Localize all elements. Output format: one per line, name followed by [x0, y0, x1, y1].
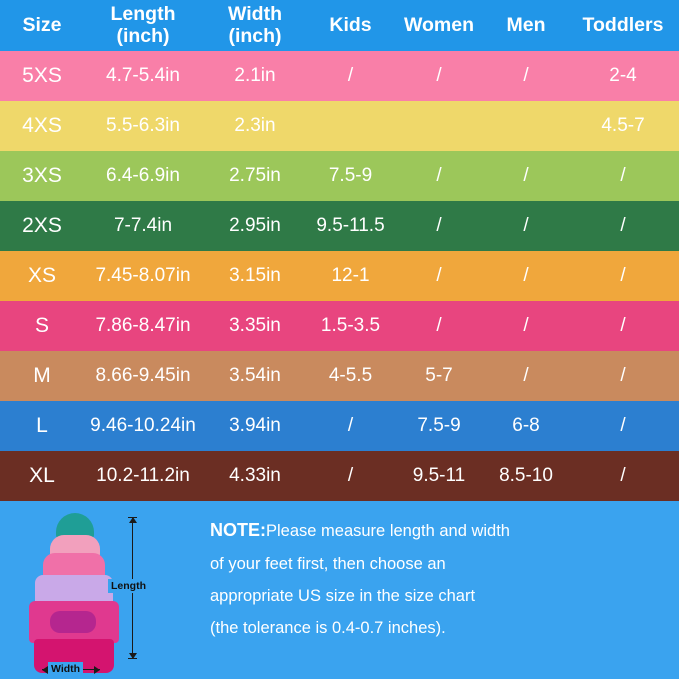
note-panel [0, 501, 679, 679]
note-line-1-text: Please measure length and width [266, 522, 510, 540]
table-header [0, 0, 679, 51]
column-header-toddlers-main: Toddlers [582, 13, 664, 36]
cell-men: / [523, 165, 529, 186]
width-dimension-label: Width [48, 662, 83, 676]
cell-toddlers: / [620, 365, 626, 386]
cell-width: 2.1in [234, 65, 276, 86]
length-dimension-label: Length [108, 579, 149, 593]
column-header-kids-main: Kids [329, 13, 372, 36]
column-header-women [393, 0, 485, 51]
cell-width: 3.15in [229, 265, 281, 286]
table-row [0, 401, 679, 451]
cell-size: 3XS [22, 164, 62, 187]
cell-size: 5XS [22, 64, 62, 87]
cell-men [485, 101, 567, 151]
cell-kids: 1.5-3.5 [320, 315, 381, 336]
cell-kids: 4-5.5 [328, 365, 373, 386]
cell-size: 4XS [22, 114, 62, 137]
column-header-women-main: Women [403, 13, 475, 36]
column-header-men [485, 0, 567, 51]
cell-kids: / [347, 65, 354, 86]
cell-men: / [523, 65, 529, 86]
cell-men: 8.5-10 [499, 465, 553, 486]
cell-women: / [436, 265, 442, 286]
note-label: NOTE: [210, 520, 266, 540]
cell-women: 7.5-9 [417, 415, 461, 436]
swim-fin-diagram [0, 501, 210, 679]
cell-length: 10.2-11.2in [96, 465, 190, 486]
header-row [0, 0, 679, 51]
cell-length: 9.46-10.24in [90, 415, 196, 436]
cell-size: M [33, 364, 51, 387]
cell-kids [308, 101, 393, 151]
note-line-3: appropriate US size in the size chart [210, 587, 476, 606]
table-row [0, 451, 679, 501]
fin-foot-opening-shape [50, 611, 96, 633]
cell-size: XL [29, 464, 55, 487]
column-header-width-sub: (inch) [228, 24, 282, 47]
note-line-4: (the tolerance is 0.4-0.7 inches). [210, 619, 446, 638]
cell-women: / [436, 65, 442, 86]
cell-toddlers: 4.5-7 [601, 115, 645, 136]
cell-men: 6-8 [512, 415, 540, 436]
cell-men: / [523, 265, 529, 286]
cell-width: 2.3in [234, 115, 276, 136]
table-row [0, 301, 679, 351]
cell-width: 3.35in [229, 315, 281, 336]
cell-toddlers: / [620, 215, 626, 236]
table-row [0, 351, 679, 401]
cell-women: / [436, 215, 442, 236]
cell-length: 6.4-6.9in [106, 165, 180, 186]
cell-size: XS [27, 264, 56, 287]
cell-women: 9.5-11 [412, 465, 466, 486]
cell-width: 2.95in [229, 215, 281, 236]
cell-men: / [523, 315, 529, 336]
cell-toddlers: / [620, 465, 626, 486]
cell-width: 3.94in [229, 415, 281, 436]
cell-men: / [523, 215, 529, 236]
arrow-head-down-icon [129, 653, 137, 659]
arrow-head-up-icon [129, 517, 137, 523]
cell-length: 4.7-5.4in [106, 65, 180, 86]
note-line-2: of your feet first, then choose an [210, 555, 446, 574]
cell-toddlers: / [620, 265, 626, 286]
cell-kids: / [347, 465, 354, 486]
cell-width: 3.54in [229, 365, 281, 386]
cell-women: / [436, 315, 442, 336]
column-header-length-main: Length [110, 3, 176, 26]
column-header-size [0, 0, 84, 51]
cell-toddlers: / [620, 315, 626, 336]
cell-length: 7.45-8.07in [95, 265, 191, 286]
table-row [0, 101, 679, 151]
arrow-head-right-icon [94, 666, 100, 674]
table-row [0, 201, 679, 251]
cell-women [393, 101, 485, 151]
swim-fin-icon [26, 513, 122, 673]
cell-kids: / [347, 415, 354, 436]
cell-toddlers: / [620, 165, 626, 186]
column-header-width-main: Width [228, 3, 282, 26]
column-header-kids [308, 0, 393, 51]
cell-toddlers: 2-4 [609, 65, 637, 86]
column-header-size-main: Size [22, 13, 62, 36]
cell-size: L [36, 414, 48, 437]
cell-length: 7.86-8.47in [95, 315, 191, 336]
cell-kids: 12-1 [331, 265, 370, 286]
cell-kids: 7.5-9 [328, 165, 373, 186]
table-row [0, 51, 679, 101]
column-header-toddlers [567, 0, 679, 51]
cell-kids: 9.5-11.5 [316, 215, 385, 236]
cell-length: 8.66-9.45in [95, 365, 191, 386]
cell-size: 2XS [22, 214, 62, 237]
cell-women: / [436, 165, 442, 186]
cell-width: 2.75in [229, 165, 281, 186]
cell-men: / [523, 365, 529, 386]
cell-length: 7-7.4in [113, 215, 173, 236]
cell-toddlers: / [620, 415, 626, 436]
column-header-length [84, 0, 202, 51]
cell-women: 5-7 [425, 365, 453, 386]
column-header-width [202, 0, 308, 51]
column-header-length-sub: (inch) [116, 24, 170, 47]
cell-length: 5.5-6.3in [106, 115, 180, 136]
column-header-men-main: Men [506, 13, 546, 36]
note-line-1 [210, 513, 510, 548]
cell-size: S [34, 314, 49, 337]
table-row [0, 251, 679, 301]
cell-width: 4.33in [229, 465, 281, 486]
table-body [0, 51, 679, 501]
note-text-block [210, 501, 520, 645]
table-row [0, 151, 679, 201]
